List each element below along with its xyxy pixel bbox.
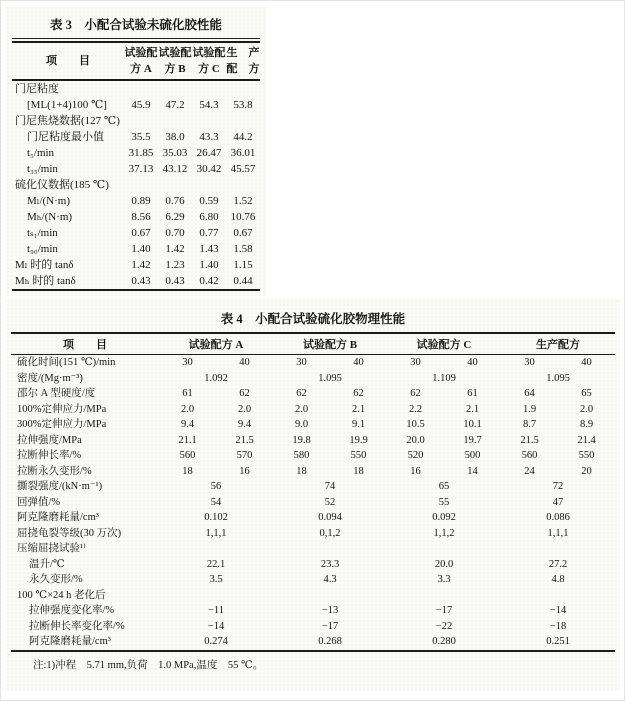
table4-bottom-rule	[11, 650, 615, 652]
cell-value	[226, 177, 260, 193]
cell-value: 20	[581, 465, 592, 477]
table4-row	[11, 479, 615, 495]
cell-value: 14	[467, 465, 478, 477]
cell-value-span: 1.092	[204, 372, 228, 384]
cell-value: 18	[296, 465, 307, 477]
cell-value: 62	[353, 388, 364, 399]
cell-value: 1.42	[131, 259, 151, 271]
cell-value: 61	[467, 388, 478, 399]
cell-value: 40	[581, 357, 592, 368]
cell-value: 54.3	[199, 99, 219, 111]
table4-row	[11, 557, 615, 573]
empty-cells	[159, 588, 615, 604]
column-header-line: 配 方	[226, 63, 260, 75]
cell-value: 560	[179, 450, 196, 461]
cell-value: 40	[239, 357, 250, 368]
table3-row	[12, 209, 260, 225]
column-header-line: 试验配	[158, 47, 192, 59]
row-label: 硫化时间(151 ℃)/min	[17, 357, 116, 368]
column-header-line: 方 B	[164, 63, 186, 75]
row-label: 100 ℃×24 h 老化后	[17, 589, 106, 601]
table3-row	[12, 97, 260, 113]
table3-row	[12, 241, 260, 257]
cell-value	[226, 113, 260, 129]
table3-row	[12, 257, 260, 273]
cell-value: 0.77	[199, 227, 219, 239]
cell-value: 24	[524, 465, 535, 477]
cell-value: 6.29	[165, 211, 185, 223]
cell-value: 9.1	[351, 419, 366, 430]
cell-value: 0.44	[233, 275, 253, 287]
cell-value-span: −17	[435, 605, 453, 616]
table4-row	[11, 588, 615, 604]
cell-value: 19.8	[292, 434, 311, 446]
cell-value: 1.9	[522, 403, 537, 415]
cell-value-span: −14	[207, 620, 225, 632]
cell-value	[158, 113, 192, 129]
table3-row	[12, 129, 260, 145]
row-label: 拉断伸长率变化率/%	[29, 620, 125, 632]
cell-value: 1.58	[233, 243, 253, 255]
cell-value: 21.5	[520, 434, 539, 446]
cell-value-span: 3.5	[209, 574, 223, 585]
table3	[12, 43, 260, 289]
cell-value-span: 74	[324, 481, 336, 492]
cell-value-span: 0.251	[546, 636, 570, 647]
cell-value: 0.67	[233, 227, 253, 239]
empty-cells	[159, 541, 615, 557]
table3-title: 表 3 小配合试验未硫化胶性能	[50, 18, 222, 32]
formula-group-header: 试验配方 C	[387, 334, 501, 355]
table4-row	[11, 464, 615, 480]
column-header-line: 方 A	[130, 63, 152, 75]
cell-value: 43.12	[162, 163, 188, 175]
cell-value: 9.4	[237, 419, 252, 430]
cell-value: 0.67	[131, 227, 151, 239]
cell-value: 30.42	[196, 163, 222, 175]
table4-row	[11, 371, 615, 387]
cell-value-span: 0.268	[318, 636, 342, 647]
row-label: [ML(1+4)100 ℃]	[27, 99, 107, 111]
cell-value-span: 20.0	[434, 558, 454, 570]
cell-value: 10.5	[406, 419, 425, 430]
cell-value: 2.0	[579, 403, 594, 415]
table4-row	[11, 634, 615, 650]
table4	[11, 334, 615, 650]
row-label: 门尼粘度	[15, 83, 59, 95]
table4-row	[11, 355, 615, 371]
cell-value: 35.03	[162, 147, 188, 159]
cell-value: 45.57	[230, 163, 256, 175]
row-label: 拉断永久变形/%	[17, 465, 92, 477]
row-label: 门尼粘度最小值	[27, 131, 104, 143]
cell-value	[124, 113, 158, 129]
column-header-line: 方 C	[198, 63, 220, 75]
cell-value: 2.1	[465, 403, 480, 415]
cell-value-span: −17	[321, 620, 339, 632]
table3-row	[12, 113, 260, 129]
table3-row	[12, 161, 260, 177]
cell-value-span: 1.095	[318, 372, 342, 384]
table4-footnote: 注:1)冲程 5.71 mm,负荷 1.0 MPa,温度 55 ℃。	[33, 659, 264, 671]
formula-group-header: 生产配方	[501, 334, 615, 355]
cell-value: 43.3	[199, 131, 219, 143]
cell-value-span: 54	[210, 496, 222, 508]
cell-value-span: 1,1,1	[205, 527, 227, 539]
column-header-line: 试验配	[124, 47, 158, 59]
table4-row	[11, 402, 615, 418]
cell-value: 2.0	[294, 403, 309, 415]
cell-value: 10.76	[230, 211, 256, 223]
table4-row	[11, 526, 615, 542]
cell-value: 580	[293, 450, 310, 461]
cell-value: 1.52	[233, 195, 253, 207]
cell-value: 40	[353, 357, 364, 368]
formula-column-header	[226, 43, 260, 80]
cell-value: 1.40	[199, 259, 219, 271]
cell-value: 0.43	[165, 275, 185, 287]
cell-value	[124, 177, 158, 193]
cell-value: 30	[410, 357, 421, 368]
cell-value: 21.4	[577, 434, 596, 446]
table4-row	[11, 603, 615, 619]
table4-row	[11, 386, 615, 402]
cell-value-span: 52	[324, 496, 336, 508]
cell-value: 6.80	[199, 211, 219, 223]
cell-value: 61	[182, 388, 193, 399]
cell-value: 21.5	[235, 434, 254, 446]
cell-value	[158, 80, 192, 97]
table3-row	[12, 273, 260, 289]
row-label: 100%定伸应力/MPa	[17, 403, 107, 415]
cell-value: 26.47	[196, 147, 222, 159]
cell-value: 1.43	[199, 243, 219, 255]
cell-value: 9.0	[294, 419, 309, 430]
cell-value: 62	[296, 388, 307, 399]
cell-value-span: −22	[435, 620, 453, 632]
table4-row	[11, 572, 615, 588]
row-label: 阿克隆磨耗量/cm³	[29, 636, 111, 647]
cell-value-span: 55	[438, 496, 450, 508]
cell-value: 65	[581, 388, 592, 399]
cell-value-span: 0.274	[204, 636, 228, 647]
row-label: tₛ₁/min	[27, 227, 58, 239]
cell-value-span: 1,1,1	[547, 527, 569, 539]
cell-value: 62	[239, 388, 250, 399]
row-label: 回弹值/%	[17, 496, 61, 508]
cell-value-span: 47	[552, 496, 564, 508]
cell-value: 550	[350, 450, 367, 461]
cell-value: 31.85	[128, 147, 154, 159]
row-label: 邵尔 A 型硬度/度	[17, 388, 96, 399]
cell-value: 40	[467, 357, 478, 368]
cell-value: 2.0	[237, 403, 252, 415]
cell-value: 18	[182, 465, 193, 477]
cell-value: 10.1	[463, 419, 482, 430]
table4-section	[6, 299, 620, 691]
table3-header-row	[12, 43, 260, 80]
cell-value: 44.2	[233, 131, 253, 143]
cell-value-span: −13	[321, 605, 339, 616]
cell-value	[192, 80, 226, 97]
table4-row	[11, 619, 615, 635]
table4-row	[11, 417, 615, 433]
row-label: Mₕ/(N·m)	[27, 211, 73, 223]
cell-value: 8.7	[522, 419, 537, 430]
cell-value: 62	[410, 388, 421, 399]
row-label: 拉断伸长率/%	[17, 450, 82, 461]
cell-value: 16	[410, 465, 421, 477]
cell-value: 30	[524, 357, 535, 368]
row-label: 永久变形/%	[29, 574, 83, 585]
table3-row	[12, 225, 260, 241]
table3-row	[12, 193, 260, 209]
cell-value: 21.1	[178, 434, 197, 446]
formula-column-header	[158, 43, 192, 80]
row-label: t₃₅/min	[27, 163, 58, 175]
cell-value: 20.0	[406, 434, 425, 446]
table4-row	[11, 510, 615, 526]
cell-value-span: 23.3	[320, 558, 340, 570]
row-label: 屈挠龟裂等级(30 万次)	[17, 527, 122, 539]
cell-value-span: 3.3	[437, 574, 451, 585]
cell-value-span: 72	[552, 481, 564, 492]
cell-value: 520	[407, 450, 424, 461]
row-label: t₉₀/min	[27, 243, 58, 255]
row-label: 阿克隆磨耗量/cm³	[17, 512, 99, 523]
cell-value: 1.23	[165, 259, 185, 271]
cell-value: 45.9	[131, 99, 151, 111]
cell-value: 570	[236, 450, 253, 461]
cell-value: 500	[464, 450, 481, 461]
cell-value: 30	[296, 357, 307, 368]
item-column-header: 项 目	[11, 334, 159, 355]
cell-value: 18	[353, 465, 364, 477]
cell-value	[158, 177, 192, 193]
cell-value-span: 22.1	[206, 558, 226, 570]
table4-row	[11, 433, 615, 449]
table3-row	[12, 145, 260, 161]
column-header-line: 试验配	[192, 47, 226, 59]
row-label: 温升/℃	[29, 558, 65, 570]
cell-value-span: 1.095	[546, 372, 570, 384]
cell-value: 19.9	[349, 434, 368, 446]
formula-column-header	[124, 43, 158, 80]
cell-value: 1.15	[233, 259, 253, 271]
column-header-line: 生 产	[226, 47, 260, 59]
table4-header-row	[11, 334, 615, 355]
cell-value: 0.70	[165, 227, 185, 239]
row-label: Mₗ/(N·m)	[27, 195, 70, 207]
cell-value: 0.42	[199, 275, 219, 287]
row-label: t₅/min	[27, 147, 55, 159]
cell-value: 1.42	[165, 243, 185, 255]
cell-value: 1.40	[131, 243, 151, 255]
cell-value: 37.13	[128, 163, 154, 175]
cell-value-span: 0.094	[318, 512, 342, 523]
cell-value: 550	[578, 450, 595, 461]
cell-value-span: 27.2	[548, 558, 568, 570]
table3-section	[6, 6, 266, 296]
cell-value: 38.0	[165, 131, 185, 143]
formula-group-header: 试验配方 A	[159, 334, 273, 355]
cell-value: 0.59	[199, 195, 219, 207]
cell-value: 16	[239, 465, 250, 477]
cell-value-span: −18	[549, 620, 567, 632]
cell-value: 0.43	[131, 275, 151, 287]
cell-value-span: 4.8	[551, 574, 565, 585]
table4-row	[11, 541, 615, 557]
cell-value: 0.89	[131, 195, 151, 207]
item-column-header: 项 目	[12, 43, 124, 80]
cell-value-span: 1,1,2	[433, 527, 455, 539]
cell-value-span: 0.280	[432, 636, 456, 647]
cell-value-span: 0.086	[546, 512, 570, 523]
table3-bottom-rule	[12, 289, 260, 291]
cell-value: 19.7	[463, 434, 482, 446]
cell-value-span: 0,1,2	[319, 527, 341, 539]
cell-value: 36.01	[230, 147, 256, 159]
cell-value	[124, 80, 158, 97]
cell-value-span: 1.109	[432, 372, 456, 384]
cell-value	[226, 80, 260, 97]
cell-value: 53.8	[233, 99, 253, 111]
cell-value: 8.56	[131, 211, 151, 223]
cell-value: 30	[182, 357, 193, 368]
cell-value	[192, 177, 226, 193]
row-label: 拉伸强度/MPa	[17, 434, 82, 446]
cell-value: 8.9	[579, 419, 594, 430]
cell-value-span: 56	[210, 481, 222, 492]
cell-value: 9.4	[180, 419, 195, 430]
cell-value: 2.1	[351, 403, 366, 415]
cell-value: 560	[521, 450, 538, 461]
cell-value: 64	[524, 388, 535, 399]
cell-value: 2.2	[408, 403, 423, 415]
table3-row	[12, 177, 260, 193]
row-label: 拉伸强度变化率/%	[29, 605, 115, 616]
cell-value: 0.76	[165, 195, 185, 207]
row-label: Mₕ 时的 tanδ	[15, 275, 76, 287]
formula-group-header: 试验配方 B	[273, 334, 387, 355]
row-label: 门尼焦烧数据(127 ℃)	[15, 115, 120, 127]
cell-value-span: −14	[549, 605, 567, 616]
cell-value-span: 0.102	[204, 512, 228, 523]
row-label: 撕裂强度/(kN·m⁻¹)	[17, 481, 103, 492]
formula-column-header	[192, 43, 226, 80]
cell-value-span: −11	[207, 605, 225, 616]
row-label: 密度/(Mg·m⁻³)	[17, 372, 83, 384]
row-label: 硫化仪数据(185 ℃)	[15, 179, 109, 191]
cell-value: 2.0	[180, 403, 195, 415]
table4-title: 表 4 小配合试验硫化胶物理性能	[220, 312, 406, 326]
cell-value-span: 0.092	[432, 512, 456, 523]
cell-value: 47.2	[165, 99, 185, 111]
table3-row	[12, 80, 260, 97]
cell-value-span: 65	[438, 481, 450, 492]
row-label: 压缩屈挠试验¹⁾	[17, 543, 86, 554]
table4-row	[11, 495, 615, 511]
cell-value: 35.5	[131, 131, 151, 143]
cell-value-span: 4.3	[323, 574, 337, 585]
table4-row	[11, 448, 615, 464]
row-label: Mₗ 时的 tanδ	[15, 259, 74, 271]
row-label: 300%定伸应力/MPa	[17, 419, 107, 430]
cell-value	[192, 113, 226, 129]
